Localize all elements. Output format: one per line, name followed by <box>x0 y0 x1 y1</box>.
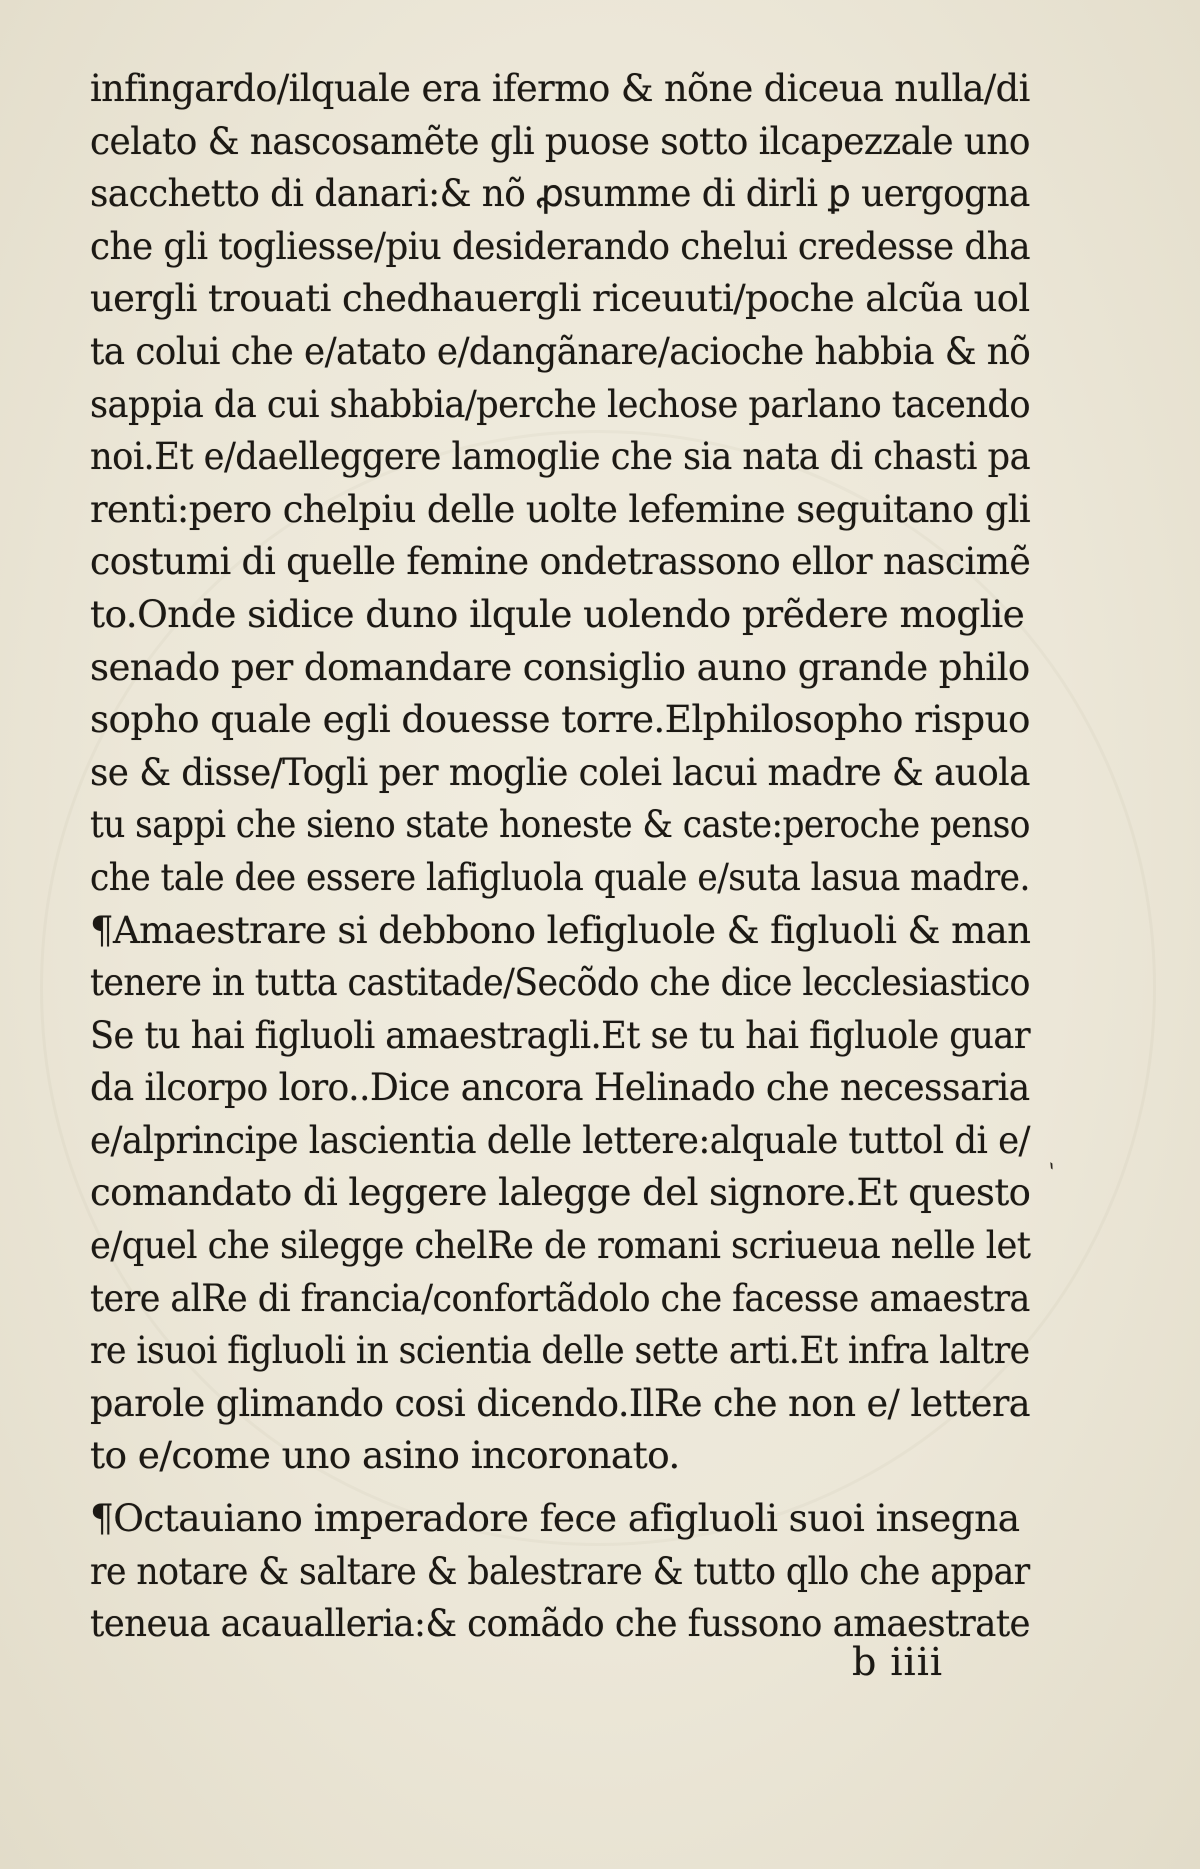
text-line: re notare & saltare & balestrare & tutto qllo che appar <box>90 1548 1030 1593</box>
text-line: sopho quale egli douesse torre.Elphilosopho rispuo <box>90 697 1030 742</box>
text-line: Se tu hai figluoli amaestragli.Et se tu hai figluole guar <box>90 1012 1031 1057</box>
text-line: renti:pero chelpiu delle uolte lefemine seguitano gli <box>90 486 1031 531</box>
paragraph-gap <box>90 1482 1030 1492</box>
text-line: senado per domandare consiglio auno grande philo <box>90 644 1030 689</box>
text-line: to e/come uno asino incoronato. <box>90 1433 680 1478</box>
text-line: parole glimando cosi dicendo.IlRe che non e/ lettera <box>90 1380 1031 1425</box>
margin-mark: ˋ <box>1032 1158 1061 1192</box>
text-block <box>90 62 1030 1650</box>
paragraph-start-line: ¶Octauiano imperadore fece afigluoli suoi insegna <box>90 1496 1020 1541</box>
text-line: tere alRe di francia/confortãdolo che facesse amaestra <box>90 1275 1030 1320</box>
text-line: ta colui che e/atato e/dangãnare/acioche habbia & nõ <box>90 328 1031 373</box>
text-line: re isuoi figluoli in scientia delle sette arti.Et infra laltre <box>90 1328 1030 1373</box>
text-line: da ilcorpo loro..Dice ancora Helinado che necessaria <box>90 1065 1030 1110</box>
paragraph-start-line: ¶Amaestrare si debbono lefigluole & figluoli & man <box>90 907 1031 952</box>
text-line: sappia da cui shabbia/perche lechose parlano tacendo <box>90 381 1031 426</box>
text-line: teneua acaualleria:& comãdo che fussono amaestrate <box>90 1601 1030 1646</box>
text-line: che tale dee essere lafigluola quale e/suta lasua madre. <box>90 854 1030 899</box>
text-line: uergli trouati chedhauergli riceuuti/poche alcũa uol <box>90 276 1030 321</box>
text-line: celato & nascosamẽte gli puose sotto ilcapezzale uno <box>90 118 1030 163</box>
text-line: che gli togliesse/piu desiderando chelui credesse dha <box>90 223 1031 268</box>
text-line: infingardo/ilquale era ifermo & nõne diceua nulla/di <box>90 66 1030 110</box>
text-line: comandato di leggere lalegge del signore.Et questo <box>90 1170 1031 1215</box>
signature-mark: b iiii <box>852 1640 944 1684</box>
text-line: costumi di quelle femine ondetrassono ellor nascimẽ <box>90 539 1031 584</box>
text-line: tu sappi che sieno state honeste & caste:peroche penso <box>90 802 1030 847</box>
text-line: to.Onde sidice duno ilqule uolendo prẽdere moglie <box>90 591 1025 636</box>
text-line: e/alprincipe lascientia delle lettere:alquale tuttol di e/ <box>90 1117 1030 1162</box>
text-line: e/quel che silegge chelRe de romani scriueua nelle let <box>90 1223 1031 1268</box>
text-line: noi.Et e/daelleggere lamoglie che sia nata di chasti pa <box>90 434 1031 479</box>
text-line: sacchetto di danari:& nõ ꝓsumme di dirli ꝑ uergogna <box>90 171 1030 216</box>
text-line: se & disse/Togli per moglie colei lacui madre & auola <box>90 749 1030 794</box>
text-line: tenere in tutta castitade/Secõdo che dice lecclesiastico <box>90 960 1030 1005</box>
